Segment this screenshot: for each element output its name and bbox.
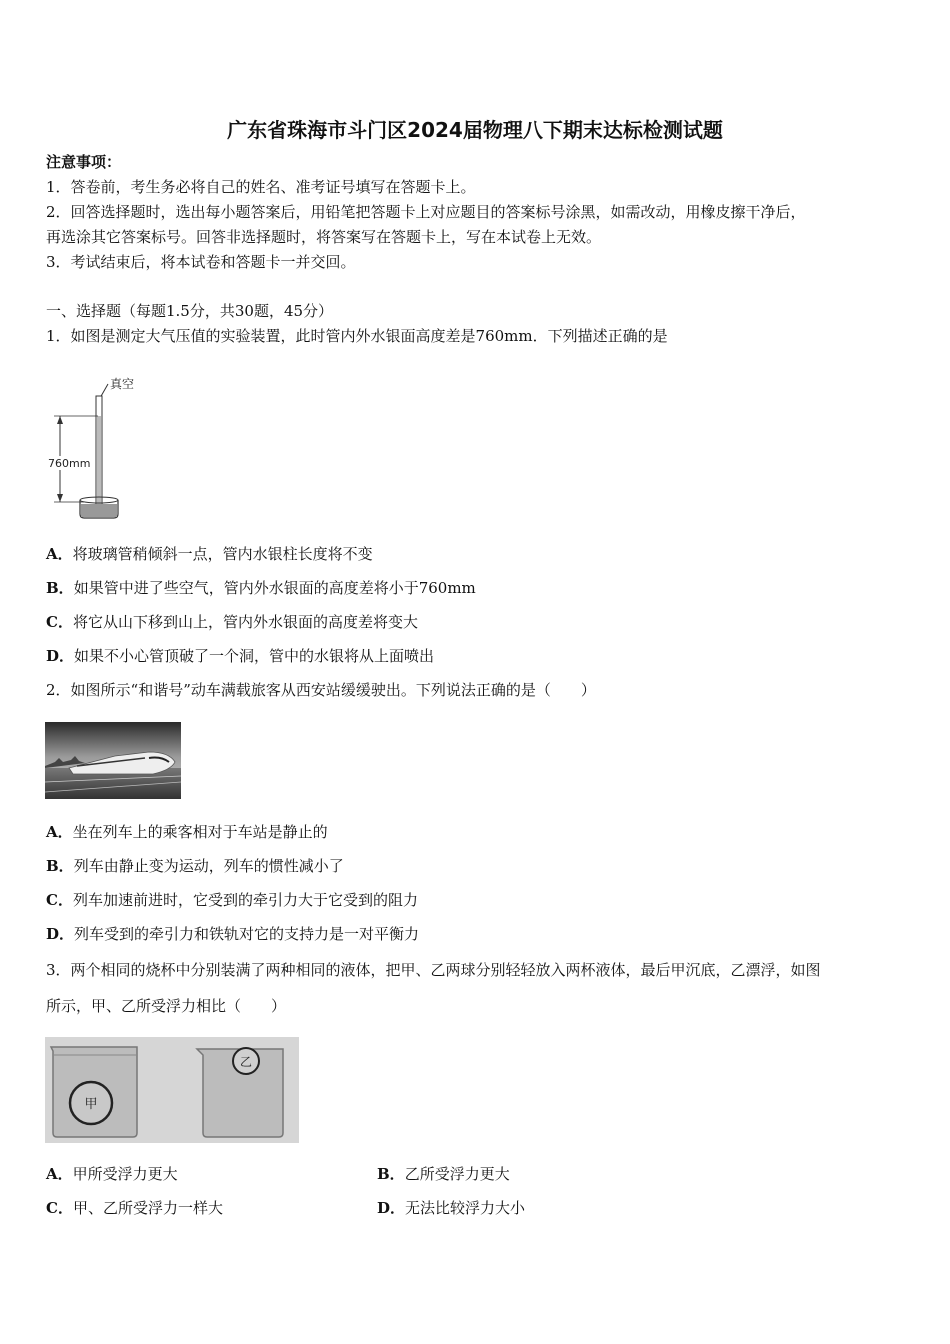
beakers-figure	[45, 1037, 299, 1143]
q2-option-b: B．列车由静止变为运动，列车的惯性减小了	[46, 857, 344, 875]
q3-stem-line2: 所示，甲、乙所受浮力相比（ ）	[46, 997, 287, 1015]
q1-option-b: B．如果管中进了些空气，管内外水银面的高度差将小于760mm	[46, 579, 476, 597]
notes-header: 注意事项：	[46, 153, 122, 171]
q2-stem: 2．如图所示“和谐号”动车满载旅客从西安站缓缓驶出。下列说法正确的是（ ）	[46, 681, 596, 699]
section-heading: 一、选择题（每题1.5分，共30题，45分）	[46, 302, 334, 320]
barometer-figure	[44, 372, 154, 524]
q1-stem: 1．如图是测定大气压值的实验装置，此时管内外水银面高度差是760mm．下列描述正确的是	[46, 327, 668, 345]
page-title: 广东省珠海市斗门区2024届物理八下期末达标检测试题	[227, 118, 723, 142]
q3-option-b: B．乙所受浮力更大	[377, 1165, 510, 1183]
q3-option-d: D．无法比较浮力大小	[377, 1199, 526, 1217]
fig-vacuum-label: 真空	[110, 377, 135, 391]
q2-option-c: C．列车加速前进时，它受到的牵引力大于它受到的阻力	[46, 891, 418, 909]
train-photo	[45, 722, 181, 799]
note-item-3: 3．考试结束后，将本试卷和答题卡一并交回。	[46, 253, 356, 271]
ball-yi-label: 乙	[239, 1055, 253, 1069]
q2-option-d: D．列车受到的牵引力和铁轨对它的支持力是一对平衡力	[46, 925, 420, 943]
note-item-1: 1．答卷前，考生务必将自己的姓名、准考证号填写在答题卡上。	[46, 178, 476, 196]
ball-jia-label: 甲	[84, 1097, 98, 1112]
q1-option-c: C．将它从山下移到山上，管内外水银面的高度差将变大	[46, 613, 418, 631]
q1-option-d: D．如果不小心管顶破了一个洞，管中的水银将从上面喷出	[46, 647, 435, 665]
q3-option-a: A．甲所受浮力更大	[46, 1165, 178, 1183]
q3-stem-line1: 3．两个相同的烧杯中分别装满了两种相同的液体，把甲、乙两球分别轻轻放入两杯液体，最后甲沉底，乙漂浮，如图	[46, 961, 821, 979]
q1-option-a: A．将玻璃管稍倾斜一点，管内水银柱长度将不变	[46, 545, 373, 563]
fig-height-label: 760mm	[48, 457, 91, 470]
note-item-2: 2．回答选择题时，选出每小题答案后，用铅笔把答题卡上对应题目的答案标号涂黑，如需改动，用橡皮擦干净后，	[46, 203, 806, 221]
note-item-2-cont: 再选涂其它答案标号。回答非选择题时，将答案写在答题卡上，写在本试卷上无效。	[46, 228, 602, 246]
q2-option-a: A．坐在列车上的乘客相对于车站是静止的	[46, 823, 328, 841]
q3-option-c: C．甲、乙所受浮力一样大	[46, 1199, 223, 1217]
